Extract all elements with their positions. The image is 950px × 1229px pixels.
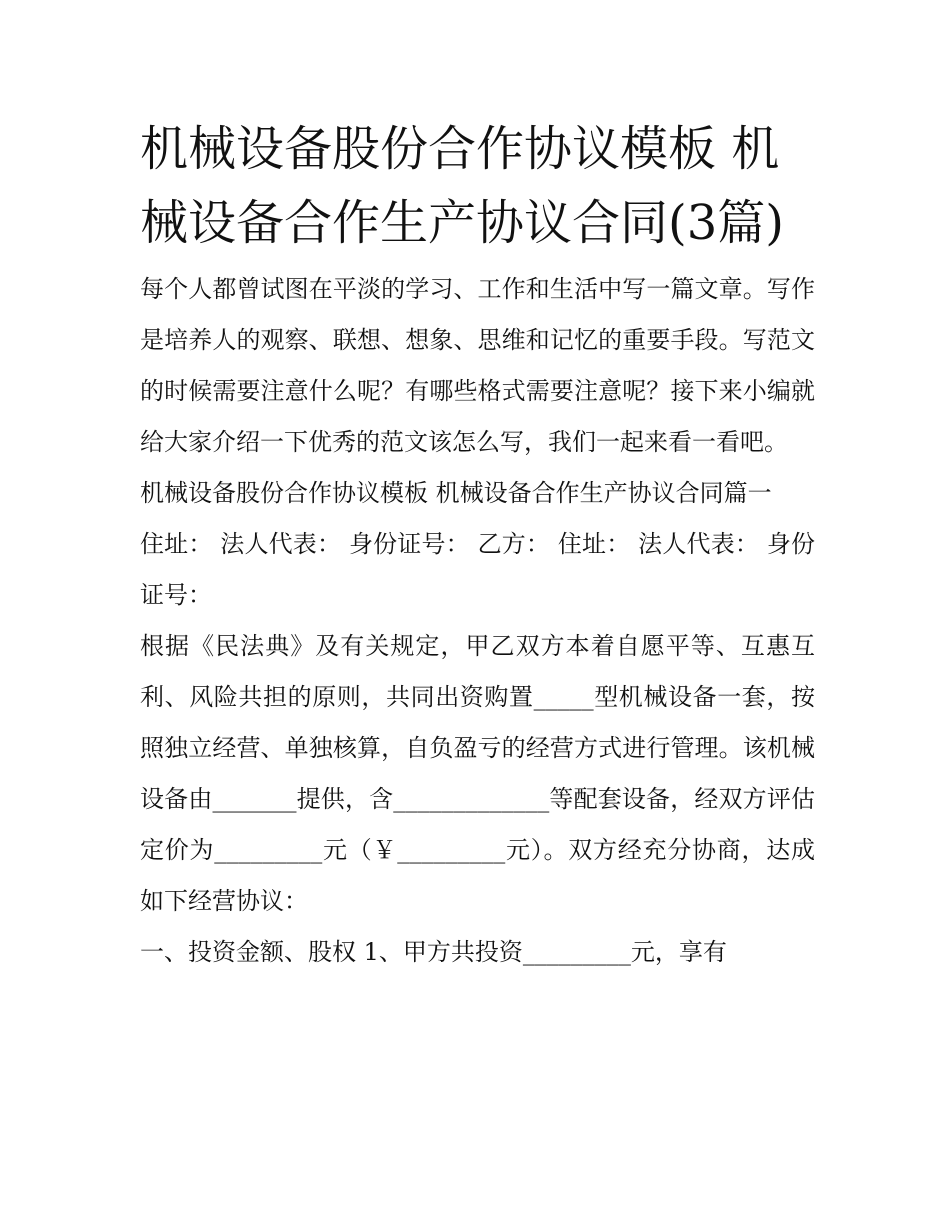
section-heading: 机械设备股份合作协议模板 机械设备合作生产协议合同篇一 xyxy=(140,479,772,507)
party-info-paragraph: 住址： 法人代表： 身份证号： 乙方： 住址： 法人代表： 身份证号： xyxy=(140,530,815,609)
investment-clause-paragraph: 一、投资金额、股权 1、甲方共投资_________元，享有 xyxy=(140,938,727,966)
document-page xyxy=(140,112,815,978)
intro-paragraph: 每个人都曾试图在平淡的学习、工作和生活中写一篇文章。写作是培养人的观察、联想、想象、思维和记忆的重要手段。写范文的时候需要注意什么呢？有哪些格式需要注意呢？接下来小编就给大家介绍一下优秀的范文该怎么写，我们一起来看一看吧。 xyxy=(140,275,815,456)
agreement-basis-paragraph: 根据《民法典》及有关规定，甲乙双方本着自愿平等、互惠互利、风险共担的原则，共同出资购置_____型机械设备一套，按照独立经营、单独核算，自负盈亏的经营方式进行管理。该机械设备由_______提供，含_____________等配套设备，经双方评估定价为_________元（￥_________元）。双方经充分协商，达成如下经营协议： xyxy=(140,632,815,915)
document-title: 机械设备股份合作协议模板 机械设备合作生产协议合同(3篇) xyxy=(140,121,784,251)
